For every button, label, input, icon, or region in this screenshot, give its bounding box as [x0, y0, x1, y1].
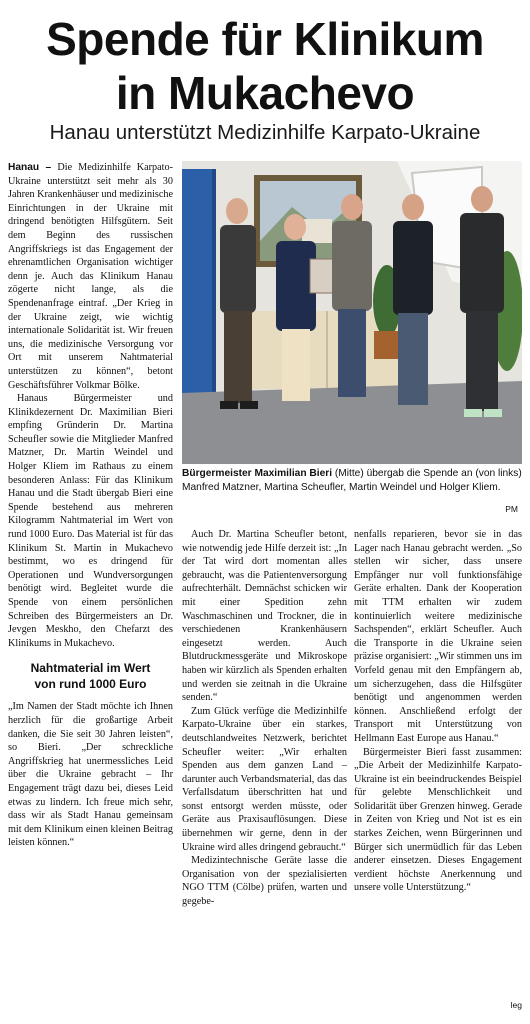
headline-line-2: in Mukachevo [115, 67, 415, 119]
article-column-3 [354, 528, 522, 996]
paragraph: Medizintechnische Geräte lasse die Organisation von der spezialisierten NGO TTM (Cölbe) prüfen, warten und gegebe- [182, 855, 347, 908]
paragraph: Zum Glück verfüge die Medizinhilfe Karpato-Ukraine über ein starkes, deutschlandweites Netzwerk, berichtet Scheufler weiter: „Wir erhalten Spenden aus dem ganzen Land – darunter auch Verbandsmaterial, das das Verfallsdatum überschritten hat und sonst entsorgt werden müsste, oder Geräte aus Praxisauflösungen. Diese übernehmen wir gerne, denn in der Ukraine wird alles dringend gebraucht.“ [182, 705, 347, 853]
article-photo [182, 161, 522, 464]
crosshead-line-2: von rund 1000 Euro [34, 677, 147, 692]
byline: leg [510, 1000, 522, 1010]
headline [8, 12, 522, 120]
photo-credit: PM [505, 503, 518, 514]
article-column-2 [182, 528, 347, 996]
article-column-1 [8, 161, 173, 993]
paragraph: Bürgermeister Bieri fasst zusammen: „Die Arbeit der Medizinhilfe Karpato-Ukraine ist ein beeindruckendes Beispiel für gelebte Menschlichkeit und Solidarität über Grenzen hinweg. Gerade in Zeiten von Krieg und Not ist es ein starkes Zeichen, wenn Bürgerinnen und Bürger sich unermüdlich für das Leben anderer einsetzen. Dieses Engagement verdient höchste Anerkennung und unsere volle Unterstützung.“ [354, 746, 522, 894]
subheadline: Hanau unterstützt Medizinhilfe Karpato-Ukraine [49, 121, 481, 144]
lead-paragraph [8, 161, 173, 392]
caption-text: (Mitte) übergab die Spende an (von links) Manfred Matzner, Martina Scheufler, Martin Weindel und Holger Kliem. [182, 468, 522, 493]
dateline: Hanau – [8, 162, 58, 173]
photo-illustration [182, 161, 522, 464]
headline-line-1: Spende für Klinikum [46, 13, 484, 65]
paragraph: Hanaus Bürgermeister und Klinikdezernent Dr. Maximilian Bieri empfing Gründerin Dr. Martina Scheufler sowie die Mitglieder Manfred Matzner, Dr. Martin Weindel und Holger Kliem im Rathaus zu einem besonderen Anlass: Für das Klinikum Hanau und die Stadt übergab Bieri eine Spende bestehend aus mehreren Kilogramm Nahtmaterial im Wert von rund 1000 Euro. Das Material ist für das Klinikum St. Martin in Mukachevo bestimmt, wo es dringend für Operationen und Wundversorgungen benötigt wird. Begleitet wurde die Spende von einem persönlichen Schreiben des Bürgermeisters an Dr. Jevgen Meskho, den Chefarzt des Klinikums in Mukachevo. [8, 393, 173, 649]
paragraph: Auch Dr. Martina Scheufler betont, wie notwendig jede Hilfe derzeit ist: „In der Tat wird dort momentan alles gebraucht, was die Patientenversorgung aufrechterhält. Demnächst schicken wir mit einer Spedition zehn Waschmaschinen und Trockner, die in verschiedenen Krankenhäusern eingesetzt werden. Auch Blutdruckmessgeräte und Mikroskope haben wir kürzlich als Spenden erhalten und werden sie zeitnah in die Ukraine senden.“ [182, 529, 347, 704]
crosshead [8, 660, 173, 692]
photo-caption [182, 467, 522, 523]
caption-name: Bürgermeister Maximilian Bieri [182, 468, 333, 479]
lead-text: Die Medizinhilfe Karpato-Ukraine unterstützt seit mehr als 30 Jahren Krankenhäuser und medizinische Einrichtungen in der Ukraine mit dringend benötigten Hilfsgütern. Seit dem Beginn des russischen Angriffskriegs ist das Engagement der ehrenamtlichen Organisation wichtiger denn je. Auch das Klinikum Hanau zögerte nicht lange, als die Spendenanfrage eintraf. „Der Krieg in der Ukraine zeigt, wie wichtig internationale Solidarität ist. Wir freuen uns, die medizinische Versorgung vor Ort mit unserem Nahtmaterial unterstützen zu können“, betont Geschäftsführer Volkmar Bölke. [8, 162, 173, 391]
paragraph: nenfalls reparieren, bevor sie in das Lager nach Hanau gebracht werden. „So stellen wir sicher, dass unsere Empfänger nur voll funktionsfähige Geräte erhalten. Dank der Kooperation mit TTM erhalten wir zudem kontinuierlich weitere medizinische Sachspenden“, erklärt Scheufler. Auch die Transporte in die Ukraine seien präzise organisiert: „Wir stimmen uns im Vorfeld genau mit den Empfängern ab, um sicherzugehen, dass die Hilfsgüter benötigt und angenommen werden können. Anschließend erfolgt der Transport mit Unterstützung von Hellmann East Europe aus Hanau.“ [354, 529, 522, 744]
paragraph: „Im Namen der Stadt möchte ich Ihnen herzlich für die großartige Arbeit danken, die Sie seit 30 Jahren leisten“, so Bieri. „Der schreckliche Angriffskrieg hat unermessliches Leid über die Ukraine gebracht – Ihr Engagement trägt dazu bei, dieses Leid etwas zu lindern. Ich freue mich sehr, dass wir als Stadt Hanau gemeinsam mit dem Klinikum einen kleinen Beitrag leisten können.“ [8, 701, 173, 849]
crosshead-line-1: Nahtmaterial im Wert [30, 661, 151, 676]
